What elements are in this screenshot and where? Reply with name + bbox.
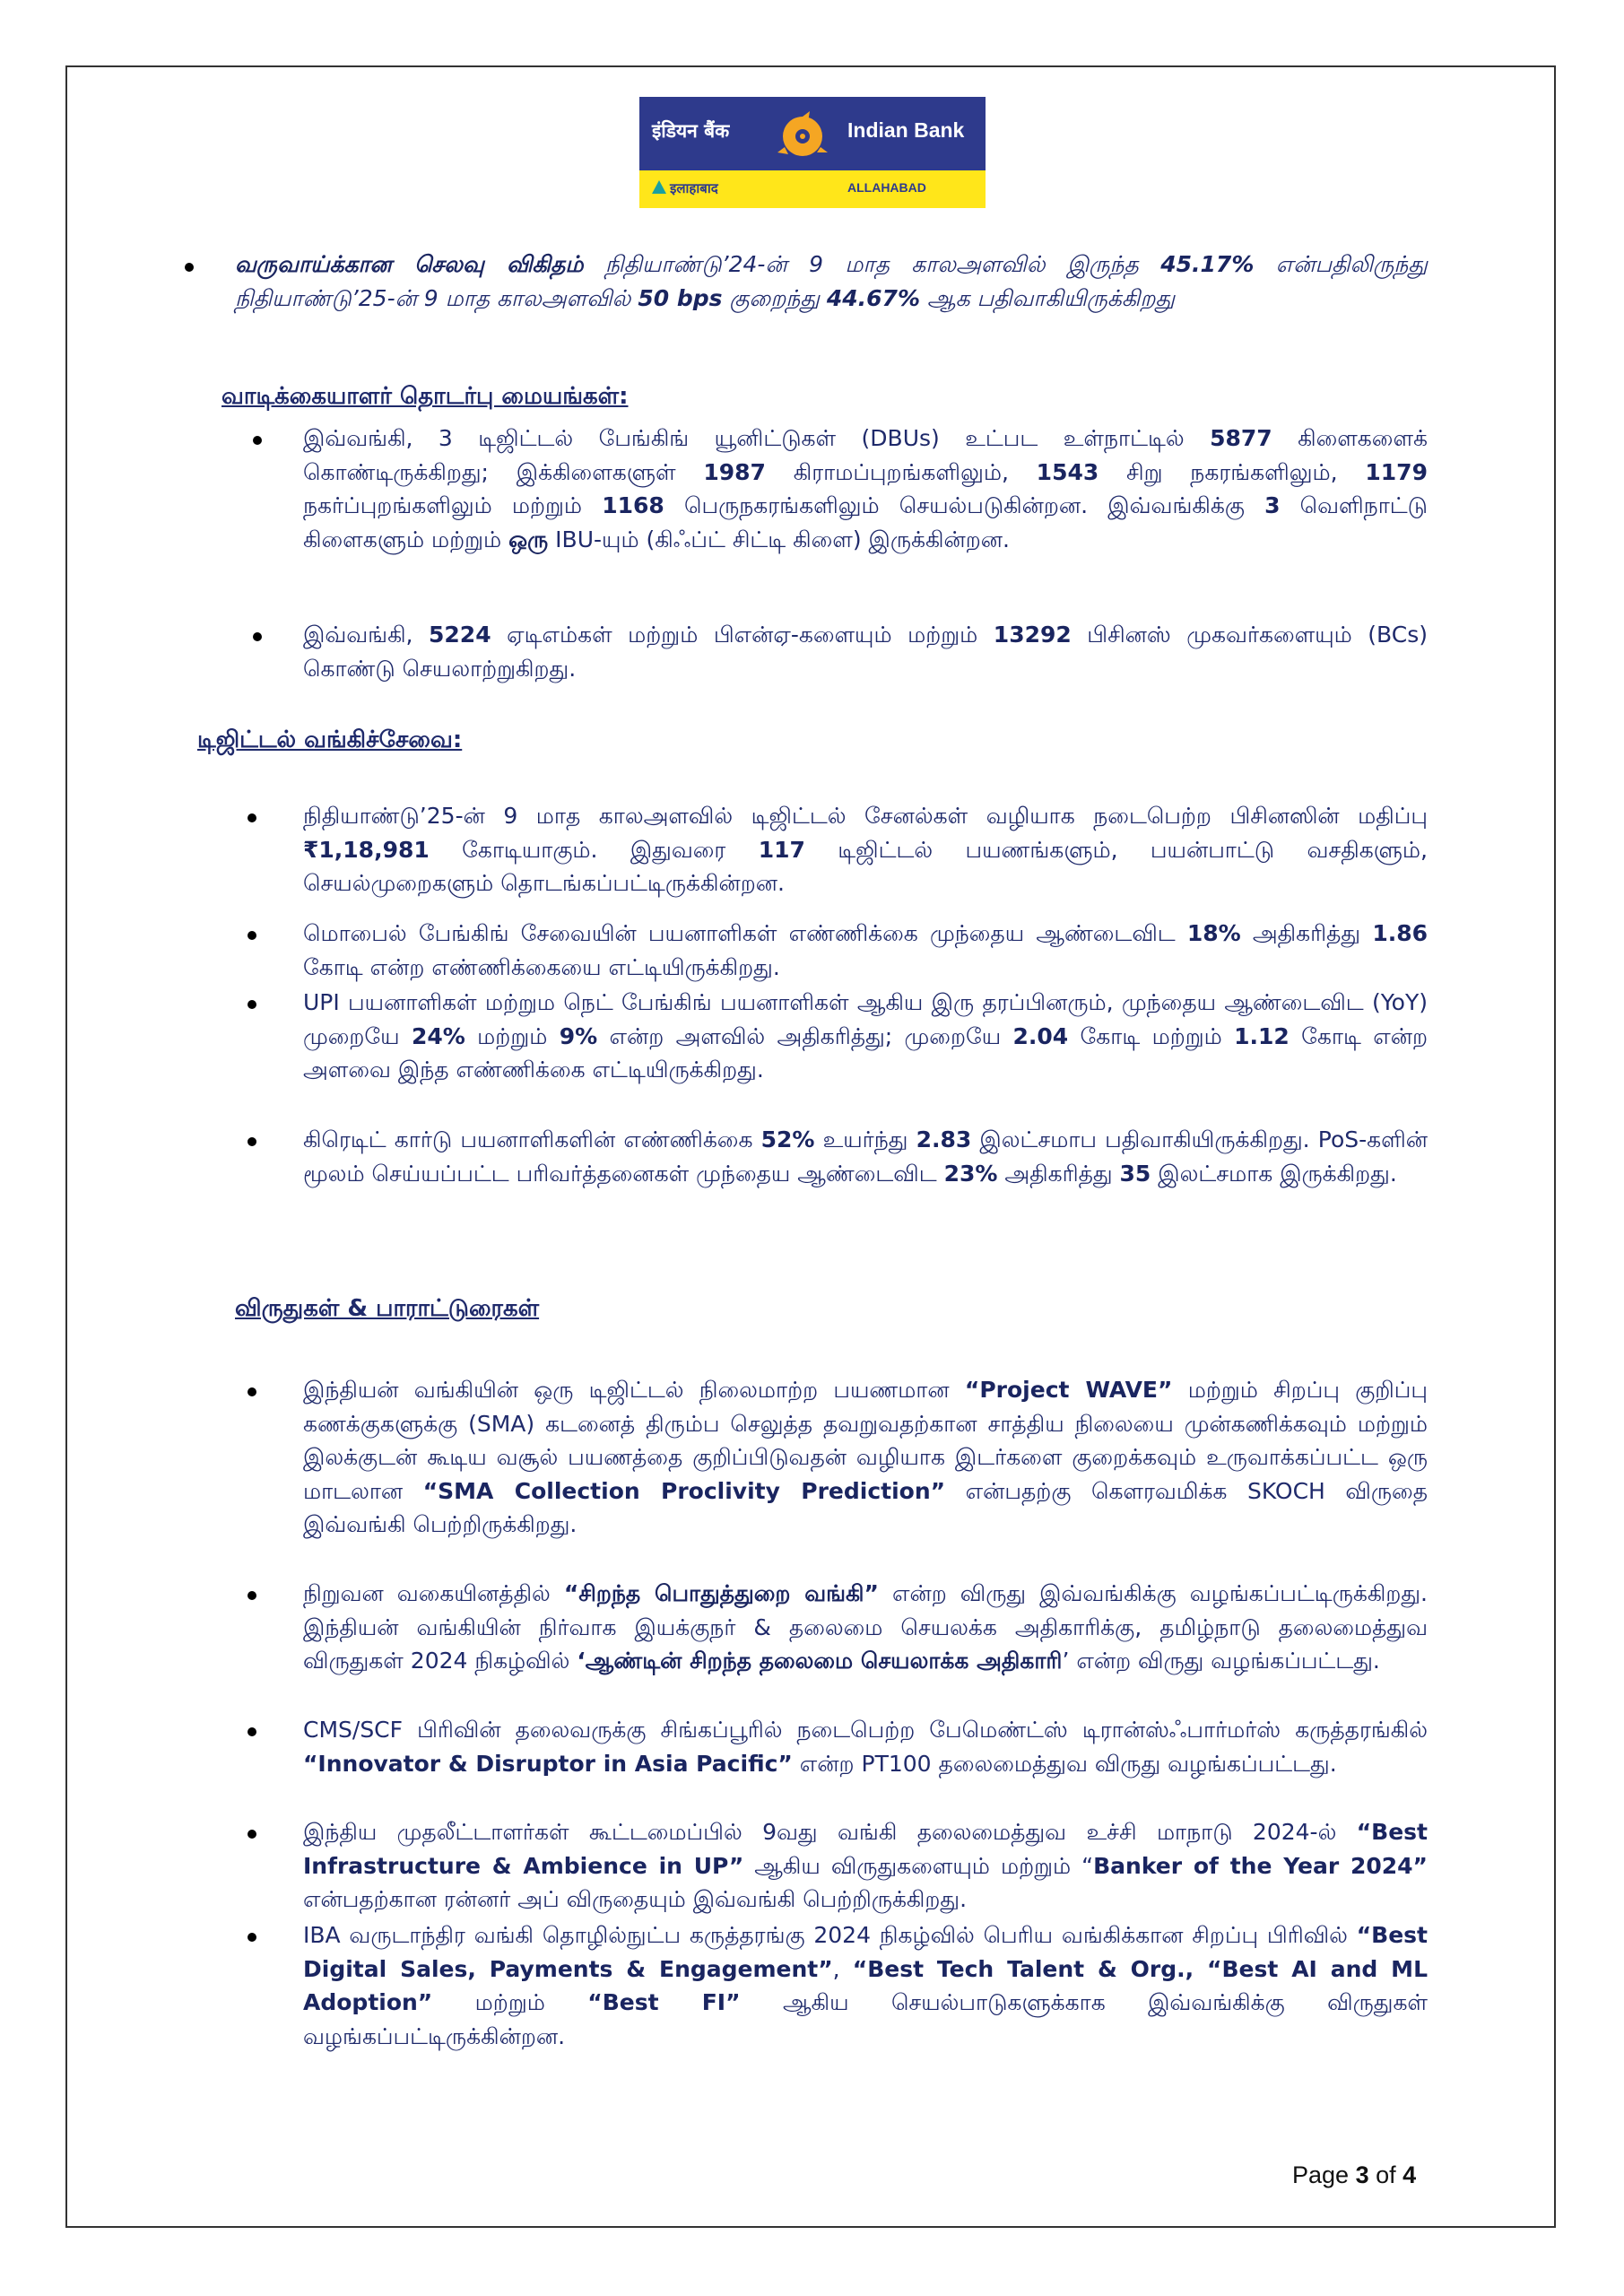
total-pages: 4 <box>1403 2161 1417 2188</box>
highlight-text: வருவாய்க்கான செலவு விகிதம் <box>235 251 584 277</box>
digital-business-paragraph <box>303 799 1428 900</box>
bullet-icon <box>248 1727 256 1736</box>
body-text: மொபைல் பேங்கிங் சேவையின் பயனாளிகள் எண்ணிக்கை முந்தைய ஆண்டைவிட <box>303 920 1187 946</box>
logo-allahabad-english: ALLAHABAD <box>847 180 926 195</box>
highlight-text: 1.86 <box>1372 920 1428 946</box>
bullet-icon <box>248 1830 256 1839</box>
body-text: CMS/SCF பிரிவின் தலைவருக்கு சிங்கப்பூரில் நடைபெற்ற பேமெண்ட்ஸ் டிரான்ஸ்ஃபார்மர்ஸ் கருத்தரங்கில் <box>303 1717 1428 1743</box>
highlight-text: 1.12 <box>1234 1022 1290 1049</box>
body-text: என்பதிலிருந்து நிதியாண்டு’25-ன் 9 மாத காலஅளவில் <box>235 251 1428 311</box>
body-text: ஆகிய விருதுகளையும் மற்றும் “ <box>743 1852 1094 1879</box>
body-text: நிதியாண்டு’24-ன் 9 மாத காலஅளவில் இருந்த <box>583 251 1161 277</box>
body-text: நகர்ப்புறங்களிலும் மற்றும் <box>303 492 603 518</box>
highlight-text: ₹1,18,981 <box>303 836 430 863</box>
body-text: டிஜிட்டல் பயணங்களும், பயன்பாட்டு வசதிகளும், செயல்முறைகளும் தொடங்கப்பட்டிருக்கின்றன. <box>303 836 1428 896</box>
highlight-text: 23% <box>943 1160 998 1187</box>
bullet-icon <box>248 931 256 940</box>
body-text: இவ்வங்கி, <box>303 622 430 648</box>
body-text: ’ என்ற விருது வழங்கப்பட்டது. <box>1062 1648 1380 1674</box>
highlight-text: 3 <box>1264 492 1281 518</box>
bullet-icon <box>248 1591 256 1600</box>
bullet-icon <box>248 1137 256 1146</box>
body-text: கோடி மற்றும் <box>1068 1022 1235 1049</box>
body-text: கோடி என்ற எண்ணிக்கையை எட்டியிருக்கிறது. <box>303 953 780 980</box>
body-text: கிராமப்புறங்களிலும், <box>765 458 1037 485</box>
body-text: IBU-யும் (கிஃப்ட் சிட்டி கிளை) இருக்கின்றன. <box>548 526 1010 552</box>
logo-yellow-band <box>639 170 986 208</box>
body-text: UPI பயனாளிகள் மற்றும நெட் பேங்கிங் பயனாளிகள் ஆகிய இரு தரப்பினரும், முந்தைய ஆண்டைவிட (YoY) முறையே <box>303 989 1428 1049</box>
bullet-icon <box>253 632 262 641</box>
iba-awards-paragraph <box>303 1918 1428 2053</box>
highlight-text: 9% <box>559 1022 598 1049</box>
logo-allahabad-hindi: इलाहाबाद <box>670 180 718 196</box>
body-text: கிளைகளைக் கொண்டிருக்கிறது; இக்கிளைகளுள் <box>303 425 1428 485</box>
bullet-icon <box>253 436 262 445</box>
credit-card-paragraph <box>303 1123 1428 1190</box>
highlight-text: “Best FI” <box>587 1989 741 2015</box>
body-text: கோடியாகும். இதுவரை <box>429 836 759 863</box>
logo-blue-band <box>639 97 986 170</box>
body-text: கோடி என்ற அளவை இந்த எண்ணிக்கை எட்டியிருக்கிறது. <box>303 1022 1429 1083</box>
highlight-text: 1179 <box>1365 458 1428 485</box>
body-text: அதிகரித்து <box>997 1160 1120 1187</box>
best-psb-award-paragraph <box>303 1577 1428 1678</box>
body-text: பெருநகரங்களிலும் செயல்படுகின்றன. இவ்வங்கிக்கு <box>664 492 1265 518</box>
current-page: 3 <box>1355 2161 1369 2188</box>
body-text: இலட்சமாக இருக்கிறது. <box>1151 1160 1397 1187</box>
highlight-text: 18% <box>1186 920 1241 946</box>
logo-hindi-name: इंडियन बैंक <box>652 120 730 142</box>
body-text: குறைந்து <box>722 284 827 311</box>
branch-network-paragraph <box>303 422 1428 556</box>
body-text: பிசினஸ் முகவர்களையும் (BCs) கொண்டு செயலாற்றுகிறது. <box>303 622 1428 682</box>
page-number <box>1292 2161 1416 2189</box>
mobile-banking-paragraph <box>303 917 1428 984</box>
body-text: மற்றும் <box>432 1989 588 2015</box>
body-text: என்ற விருது இவ்வங்கிக்கு வழங்கப்பட்டிருக்கிறது. இந்தியன் வங்கியின் நிர்வாக இயக்குநர் & தலைமை செயலக்க அதிகாரிக்கு, தமிழ்நாடு தலைமைத்துவ விருதுகள் 2024 நிகழ்வில் <box>303 1580 1428 1674</box>
highlight-text: 44.67% <box>826 284 921 311</box>
of-label: of <box>1376 2161 1396 2188</box>
highlight-text: 35 <box>1119 1160 1151 1187</box>
body-text: மற்றும் சிறப்பு குறிப்பு கணக்குகளுக்கு (SMA) கடனைத் திரும்ப செலுத்த தவறுவதற்கான சாத்திய நிலையை முன்கணிக்கவும் மற்றும் இலக்குடன் கூடிய வசூல் பயணத்தை குறிப்பிடுவதன் வழியாக இடர்களை குறைக்கவும் உருவாக்கப்பட்ட ஒரு மாடலான <box>303 1377 1428 1504</box>
body-text: என்ற அளவில் அதிகரித்து; முறையே <box>597 1022 1013 1049</box>
body-text: உயர்ந்து <box>814 1126 916 1152</box>
cost-income-ratio-paragraph <box>235 248 1428 315</box>
body-text: ஆக பதிவாகியிருக்கிறது <box>920 284 1176 311</box>
highlight-text: Banker of the Year 2024” <box>1093 1852 1428 1879</box>
body-text: வெளிநாட்டு கிளைகளும் மற்றும் <box>303 492 1428 552</box>
highlight-text: 52% <box>760 1126 815 1152</box>
banker-of-year-paragraph <box>303 1815 1428 1917</box>
bullet-icon <box>185 263 194 272</box>
highlight-text: “Best Infrastructure & Ambience in UP” <box>303 1819 1428 1879</box>
body-text: ஏடிஎம்கள் மற்றும் பிஎன்ஏ-களையும் மற்றும் <box>491 622 994 648</box>
highlight-text: 50 bps <box>638 284 723 311</box>
bullet-icon <box>248 1000 256 1009</box>
page-label: Page <box>1292 2161 1350 2188</box>
body-text: IBA வருடாந்திர வங்கி தொழில்நுட்ப கருத்தரங்கு 2024 நிகழ்வில் பெரிய வங்கிக்கான சிறப்பு பிரிவில் <box>303 1922 1357 1948</box>
body-text: என்ற PT100 தலைமைத்துவ விருது வழங்கப்பட்டது. <box>792 1750 1337 1777</box>
pt100-award-paragraph <box>303 1713 1428 1780</box>
body-text: சிறு நகரங்களிலும், <box>1099 458 1366 485</box>
body-text: இவ்வங்கி, 3 டிஜிட்டல் பேங்கிங் யூனிட்டுகள் (DBUs) உட்பட உள்நாட்டில் <box>303 425 1211 451</box>
body-text: இலட்சமாப பதிவாகியிருக்கிறது. PoS-களின் மூலம் செய்யப்பட்ட பரிவர்த்தனைகள் முந்தைய ஆண்டைவிட <box>303 1126 1428 1187</box>
body-text: மற்றும் <box>465 1022 560 1049</box>
section-heading-digital-banking: டிஜிட்டல் வங்கிச்சேவை: <box>197 726 463 753</box>
highlight-text: 2.83 <box>916 1126 972 1152</box>
body-text: ஆகிய செயல்பாடுகளுக்காக இவ்வங்கிக்கு விருதுகள் வழங்கப்பட்டிருக்கின்றன. <box>303 1989 1428 2049</box>
section-heading-awards: விருதுகள் & பாராட்டுரைகள் <box>235 1295 540 1322</box>
highlight-text: ஒரு <box>508 526 549 552</box>
highlight-text: ‘ஆண்டின் சிறந்த தலைமை செயலாக்க அதிகாரி <box>577 1648 1063 1674</box>
highlight-text: “Best Tech Talent & Org., “Best AI and ML Adoption” <box>303 1955 1428 2015</box>
highlight-text: “Best Digital Sales, Payments & Engagement” <box>303 1922 1428 1982</box>
highlight-text: 13292 <box>993 622 1072 648</box>
body-text: , <box>832 1955 853 1982</box>
project-wave-award-paragraph <box>303 1373 1428 1542</box>
highlight-text: 5224 <box>429 622 491 648</box>
highlight-text: 45.17% <box>1160 251 1255 277</box>
body-text: என்பதற்கு கௌரவமிக்க SKOCH விருதை இவ்வங்கி பெற்றிருக்கிறது. <box>303 1477 1428 1537</box>
body-text: இந்தியன் வங்கியின் ஒரு டிஜிட்டல் நிலைமாற்ற பயணமான <box>303 1377 965 1403</box>
body-text: நிறுவன வகையினத்தில் <box>303 1580 564 1606</box>
highlight-text: 5877 <box>1210 425 1272 451</box>
highlight-text: 2.04 <box>1012 1022 1069 1049</box>
body-text: என்பதற்கான ரன்னர் அப் விருதையும் இவ்வங்கி பெற்றிருக்கிறது. <box>303 1886 968 1912</box>
bullet-icon <box>248 813 256 822</box>
indian-bank-logo <box>639 97 986 208</box>
logo-english-name: Indian Bank <box>847 118 965 142</box>
highlight-text: 1987 <box>703 458 766 485</box>
indian-bank-emblem-icon <box>774 108 831 161</box>
bullet-icon <box>248 1933 256 1942</box>
highlight-text: 117 <box>758 836 805 863</box>
highlight-text: “Innovator & Disruptor in Asia Pacific” <box>303 1750 793 1777</box>
highlight-text: 1543 <box>1036 458 1099 485</box>
highlight-text: 24% <box>411 1022 465 1049</box>
bullet-icon <box>248 1387 256 1396</box>
atm-bc-paragraph <box>303 618 1428 685</box>
upi-netbanking-paragraph <box>303 986 1428 1087</box>
highlight-text: “சிறந்த பொதுத்துறை வங்கி” <box>563 1580 879 1606</box>
body-text: இந்திய முதலீட்டாளர்கள் கூட்டமைப்பில் 9வது வங்கி தலைமைத்துவ உச்சி மாநாடு 2024-ல் <box>303 1819 1357 1845</box>
body-text: அதிகரித்து <box>1240 920 1373 946</box>
highlight-text: “SMA Collection Proclivity Prediction” <box>422 1477 946 1504</box>
highlight-text: “Project WAVE” <box>964 1377 1173 1403</box>
allahabad-triangle-icon <box>652 180 666 194</box>
body-text: கிரெடிட் கார்டு பயனாளிகளின் எண்ணிக்கை <box>303 1126 761 1152</box>
highlight-text: 1168 <box>602 492 664 518</box>
section-heading-customer-touch-points: வாடிக்கையாளர் தொடர்பு மையங்கள்: <box>221 383 629 410</box>
body-text: நிதியாண்டு’25-ன் 9 மாத காலஅளவில் டிஜிட்டல் சேனல்கள் வழியாக நடைபெற்ற பிசினஸின் மதிப்பு <box>303 803 1428 829</box>
